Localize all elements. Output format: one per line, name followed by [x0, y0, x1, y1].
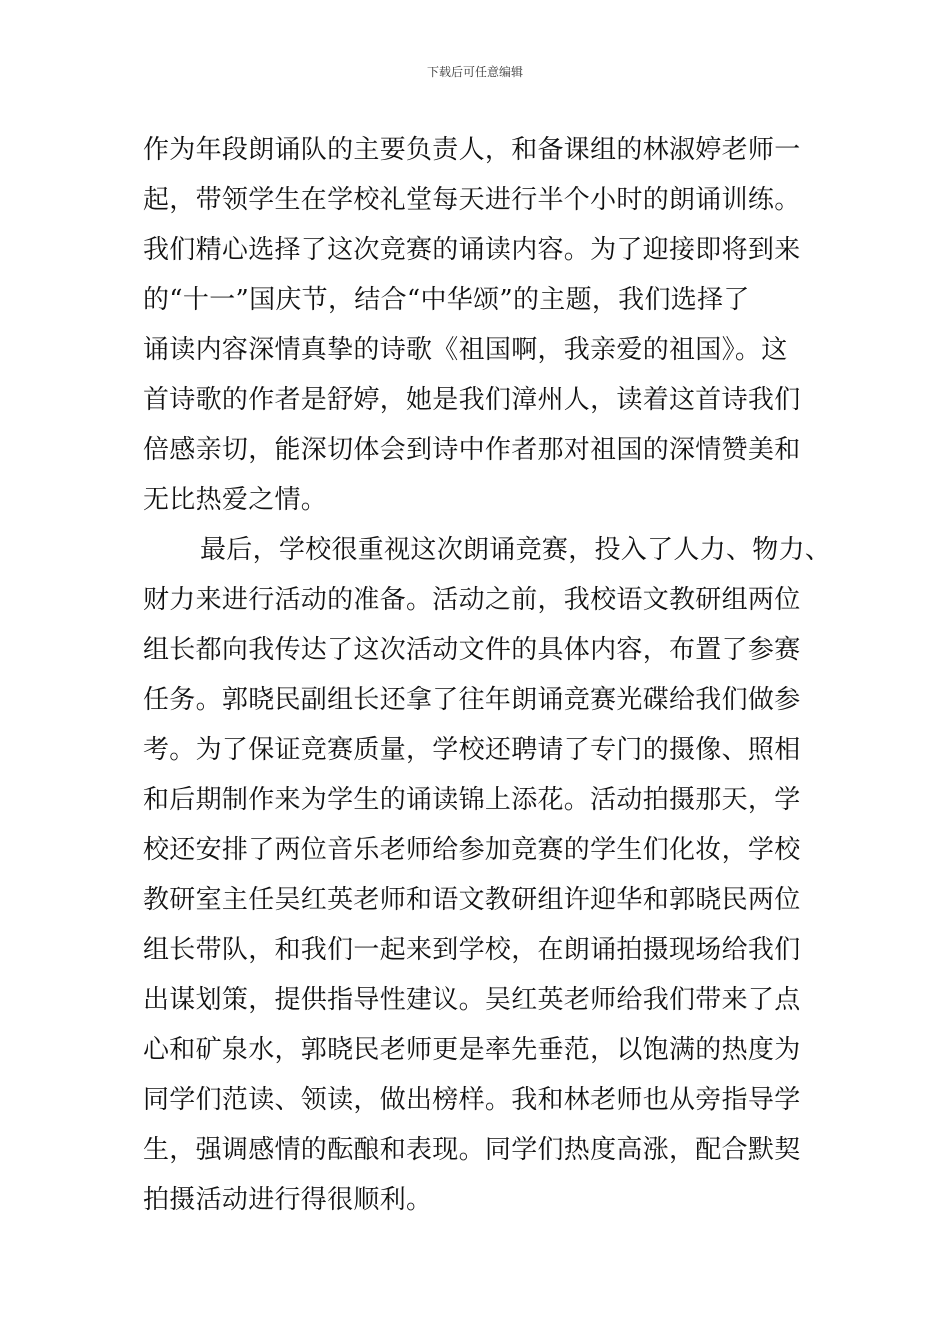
text-line: 和后期制作来为学生的诵读锦上添花。活动拍摄那天，学 [143, 785, 801, 815]
text-line: 作为年段朗诵队的主要负责人，和备课组的林淑婷老师一 [143, 135, 801, 165]
text-line: 组长带队，和我们一起来到学校，在朗诵拍摄现场给我们 [143, 935, 801, 965]
text-line: 出谋划策，提供指导性建议。吴红英老师给我们带来了点 [143, 985, 801, 1015]
text-line: 无比热爱之情。 [143, 485, 328, 515]
text-line: 的“十一”国庆节，结合“中华颂”的主题，我们选择了 [143, 285, 750, 315]
document-body [143, 125, 843, 1225]
paragraph-1 [143, 125, 843, 525]
page-header: 下载后可任意编辑 [426, 65, 523, 79]
text-line: 组长都向我传达了这次活动文件的具体内容，布置了参赛 [143, 635, 801, 665]
text-line: 生，强调感情的酝酿和表现。同学们热度高涨，配合默契 [143, 1135, 801, 1165]
text-line: 首诗歌的作者是舒婷，她是我们漳州人，读着这首诗我们 [143, 385, 801, 415]
paragraph-2 [143, 525, 843, 1225]
text-line: 财力来进行活动的准备。活动之前，我校语文教研组两位 [143, 585, 801, 615]
text-line: 拍摄活动进行得很顺利。 [143, 1185, 433, 1215]
text-line: 同学们范读、领读，做出榜样。我和林老师也从旁指导学 [143, 1085, 801, 1115]
text-line: 最后，学校很重视这次朗诵竞赛，投入了人力、物力、 [200, 535, 832, 565]
text-line: 教研室主任吴红英老师和语文教研组许迎华和郭晓民两位 [143, 885, 801, 915]
text-line: 我们精心选择了这次竞赛的诵读内容。为了迎接即将到来 [143, 235, 801, 265]
text-line: 心和矿泉水，郭晓民老师更是率先垂范，以饱满的热度为 [143, 1035, 801, 1065]
text-line: 考。为了保证竞赛质量，学校还聘请了专门的摄像、照相 [143, 735, 801, 765]
text-line: 任务。郭晓民副组长还拿了往年朗诵竞赛光碟给我们做参 [143, 685, 801, 715]
text-line: 诵读内容深情真挚的诗歌《祖国啊，我亲爱的祖国》。这 [143, 335, 788, 365]
text-line: 校还安排了两位音乐老师给参加竞赛的学生们化妆，学校 [143, 835, 801, 865]
text-line: 起，带领学生在学校礼堂每天进行半个小时的朗诵训练。 [143, 185, 801, 215]
text-line: 倍感亲切，能深切体会到诗中作者那对祖国的深情赞美和 [143, 435, 801, 465]
